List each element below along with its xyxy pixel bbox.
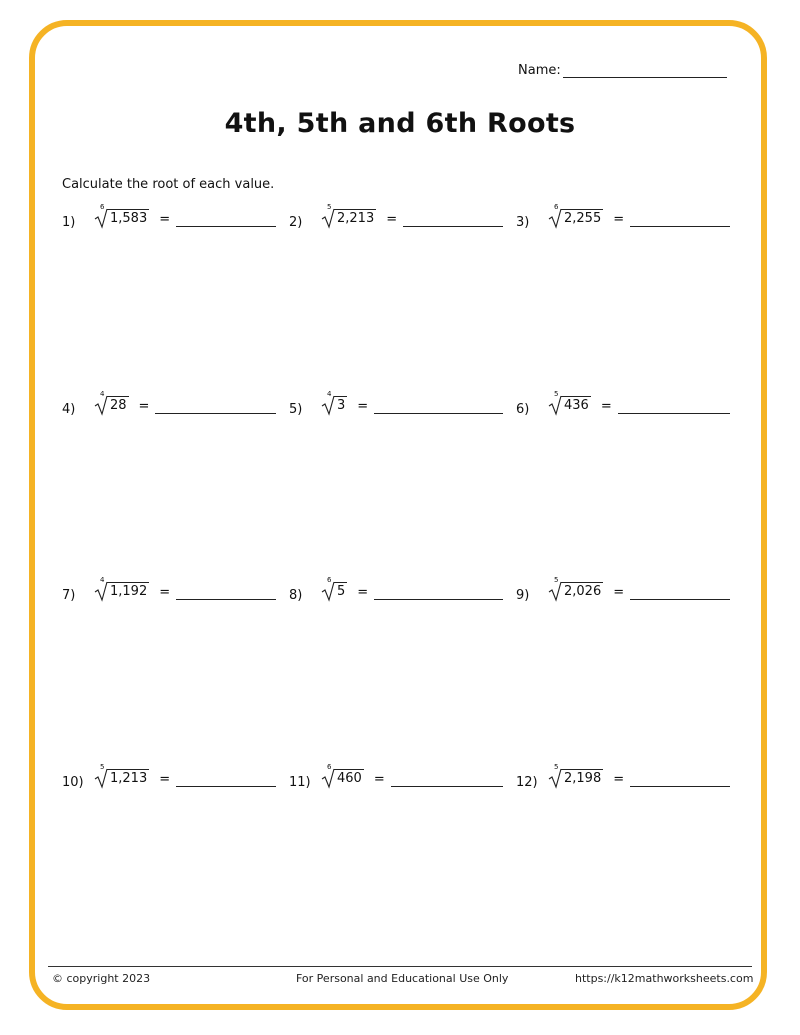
answer-blank[interactable] [176,226,276,227]
radical-expression [548,390,591,417]
problem-number: 12) [516,775,538,790]
root-index: 4 [100,390,105,398]
answer-blank[interactable] [374,599,503,600]
answer-blank[interactable] [403,226,503,227]
answer-blank[interactable] [176,786,276,787]
instructions: Calculate the root of each value. [62,177,275,192]
radical-expression [94,203,149,230]
problem-item [289,200,503,230]
footer-website-link[interactable]: https://k12mathworksheets.com [575,972,754,985]
radical-expression [94,390,129,417]
equals-sign: = [373,772,385,787]
root-index: 4 [100,576,105,584]
root-index: 6 [100,203,105,211]
problem-number: 3) [516,215,530,230]
radicand: 5 [334,582,347,600]
radicand: 1,213 [107,769,149,787]
root-index: 6 [327,763,332,771]
footer-usage-note: For Personal and Educational Use Only [296,972,509,985]
radical-expression [94,763,149,790]
root-index: 5 [554,763,559,771]
radical-expression [321,203,376,230]
problem-item [516,573,730,603]
radical-expression [321,576,347,603]
equals-sign: = [159,212,171,227]
problem-number: 7) [62,588,76,603]
equals-sign: = [386,212,398,227]
radical-expression [321,763,364,790]
answer-blank[interactable] [155,413,276,414]
problem-item [516,387,730,417]
worksheet-title: 4th, 5th and 6th Roots [224,108,576,139]
root-index: 6 [554,203,559,211]
root-index: 5 [327,203,332,211]
problem-number: 10) [62,775,84,790]
problem-number: 9) [516,588,530,603]
answer-blank[interactable] [618,413,730,414]
problem-number: 11) [289,775,311,790]
equals-sign: = [613,772,625,787]
problem-item [62,200,276,230]
root-index: 5 [100,763,105,771]
equals-sign: = [357,399,369,414]
root-index: 5 [554,576,559,584]
answer-blank[interactable] [630,226,730,227]
problem-item [289,387,503,417]
equals-sign: = [613,585,625,600]
root-index: 5 [554,390,559,398]
radical-expression [548,576,603,603]
problem-item [62,387,276,417]
radicand: 436 [561,396,591,414]
page-border [29,20,767,1010]
problem-number: 6) [516,402,530,417]
footer-copyright: © copyright 2023 [52,972,151,985]
radicand: 28 [107,396,129,414]
problem-number: 4) [62,402,76,417]
radicand: 2,198 [561,769,603,787]
answer-blank[interactable] [630,599,730,600]
problem-item [516,200,730,230]
name-field-row [518,62,727,78]
problem-item [62,573,276,603]
problem-number: 2) [289,215,303,230]
radicand: 2,026 [561,582,603,600]
problem-number: 8) [289,588,303,603]
equals-sign: = [357,585,369,600]
name-label: Name: [518,63,561,78]
radical-expression [321,390,347,417]
radical-expression [548,763,603,790]
problem-item [62,760,276,790]
equals-sign: = [613,212,625,227]
equals-sign: = [138,399,150,414]
radicand: 2,255 [561,209,603,227]
answer-blank[interactable] [374,413,503,414]
radical-expression [94,576,149,603]
equals-sign: = [600,399,612,414]
radicand: 460 [334,769,364,787]
equals-sign: = [159,585,171,600]
problem-number: 1) [62,215,76,230]
problem-number: 5) [289,402,303,417]
problem-item [289,573,503,603]
radicand: 3 [334,396,347,414]
radicand: 1,583 [107,209,149,227]
answer-blank[interactable] [391,786,503,787]
answer-blank[interactable] [176,599,276,600]
radicand: 2,213 [334,209,376,227]
footer-divider [48,966,752,967]
problem-item [289,760,503,790]
answer-blank[interactable] [630,786,730,787]
root-index: 4 [327,390,332,398]
equals-sign: = [159,772,171,787]
problem-item [516,760,730,790]
radical-expression [548,203,603,230]
radicand: 1,192 [107,582,149,600]
name-input-line[interactable] [563,62,727,78]
root-index: 6 [327,576,332,584]
